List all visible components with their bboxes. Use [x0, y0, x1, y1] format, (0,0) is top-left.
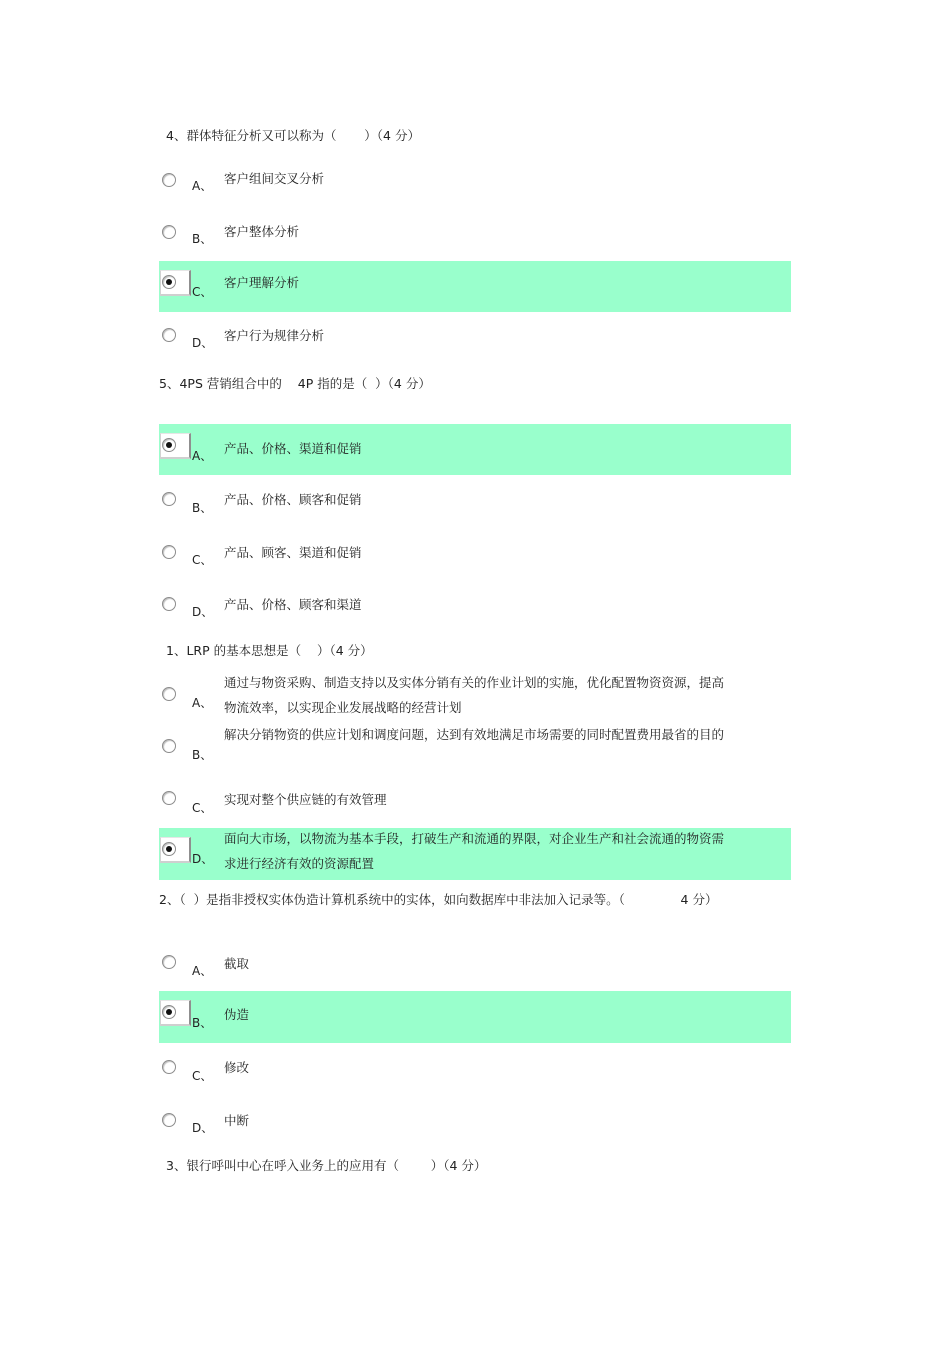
option-letter: D、	[192, 605, 214, 619]
option-letter: C、	[192, 1069, 213, 1083]
option-b-selected[interactable]	[159, 991, 791, 1043]
option-text: 截取	[224, 956, 250, 971]
option-letter: B、	[192, 232, 213, 246]
option-letter: A、	[192, 179, 213, 193]
option-letter: C、	[192, 553, 213, 567]
radio-icon[interactable]	[162, 687, 176, 701]
option-letter: D、	[192, 336, 214, 350]
option-text: 中断	[224, 1113, 250, 1128]
radio-icon[interactable]	[162, 1060, 176, 1074]
option-a-selected[interactable]	[159, 424, 791, 475]
option-letter: D、	[192, 852, 214, 866]
option-text: 产品、价格、顾客和渠道	[224, 597, 362, 612]
option-letter: A、	[192, 696, 213, 710]
option-letter: B、	[192, 501, 213, 515]
option-letter: A、	[192, 964, 213, 978]
option-d[interactable]	[159, 318, 791, 368]
option-text: 产品、价格、顾客和促销	[224, 492, 362, 507]
option-letter: C、	[192, 285, 213, 299]
radio-icon[interactable]	[162, 545, 176, 559]
radio-selected-icon[interactable]	[162, 1005, 176, 1019]
radio-dot-icon	[166, 442, 172, 448]
radio-icon[interactable]	[162, 597, 176, 611]
option-a[interactable]	[159, 161, 791, 211]
option-letter: A、	[192, 449, 213, 463]
radio-dot-icon	[166, 846, 172, 852]
option-d[interactable]	[159, 1103, 791, 1153]
radio-icon[interactable]	[162, 225, 176, 239]
radio-icon[interactable]	[162, 955, 176, 969]
radio-dot-icon	[166, 279, 172, 285]
radio-selected-icon[interactable]	[162, 842, 176, 856]
option-b[interactable]	[159, 213, 791, 263]
option-letter: C、	[192, 801, 213, 815]
option-text: 客户组间交叉分析	[224, 171, 325, 186]
question-title: 3、银行呼叫中心在呼入业务上的应用有（ ）（4 分）	[166, 1158, 487, 1173]
option-b[interactable]	[159, 482, 791, 532]
option-letter: D、	[192, 1121, 214, 1135]
radio-icon[interactable]	[162, 328, 176, 342]
radio-selected-icon[interactable]	[162, 438, 176, 452]
radio-icon[interactable]	[162, 1113, 176, 1127]
option-letter: B、	[192, 1016, 213, 1030]
question-title: 4、群体特征分析又可以称为（ ）（4 分）	[166, 128, 420, 143]
radio-icon[interactable]	[162, 173, 176, 187]
option-text: 通过与物资采购、制造支持以及实体分销有关的作业计划的实施，优化配置物资资源，提高物流效率，以实现企业发展战略的经营计划	[224, 675, 725, 715]
option-d[interactable]	[159, 587, 791, 637]
option-text: 面向大市场，以物流为基本手段，打破生产和流通的界限，对企业生产和社会流通的物资需求进行经济有效的资源配置	[224, 831, 725, 871]
option-d-selected[interactable]	[159, 828, 791, 880]
option-c[interactable]	[159, 534, 791, 584]
option-c-selected[interactable]	[159, 261, 791, 312]
radio-selected-icon[interactable]	[162, 275, 176, 289]
option-text: 伪造	[224, 1007, 250, 1022]
option-a[interactable]	[159, 945, 791, 995]
option-text: 修改	[224, 1060, 250, 1075]
option-b[interactable]	[159, 722, 791, 774]
option-text: 客户行为规律分析	[224, 328, 325, 343]
radio-icon[interactable]	[162, 492, 176, 506]
radio-icon[interactable]	[162, 739, 176, 753]
question-title: 5、4PS 营销组合中的 4P 指的是（ ）（4 分）	[159, 376, 431, 391]
question-title: 1、LRP 的基本思想是（ ）（4 分）	[166, 643, 373, 658]
radio-icon[interactable]	[162, 791, 176, 805]
option-text: 产品、价格、渠道和促销	[224, 441, 362, 456]
question-title: 2、（ ）是指非授权实体伪造计算机系统中的实体，如向数据库中非法加入记录等。（ 4 分）	[159, 892, 718, 907]
option-text: 解决分销物资的供应计划和调度问题，达到有效地满足市场需要的同时配置费用最省的目的	[224, 727, 725, 742]
option-text: 客户理解分析	[224, 275, 300, 290]
option-text: 客户整体分析	[224, 224, 300, 239]
option-c[interactable]	[159, 1050, 791, 1100]
option-a[interactable]	[159, 670, 791, 722]
option-text: 实现对整个供应链的有效管理	[224, 792, 387, 807]
option-letter: B、	[192, 748, 213, 762]
radio-dot-icon	[166, 1009, 172, 1015]
option-c[interactable]	[159, 780, 791, 826]
option-text: 产品、顾客、渠道和促销	[224, 545, 362, 560]
